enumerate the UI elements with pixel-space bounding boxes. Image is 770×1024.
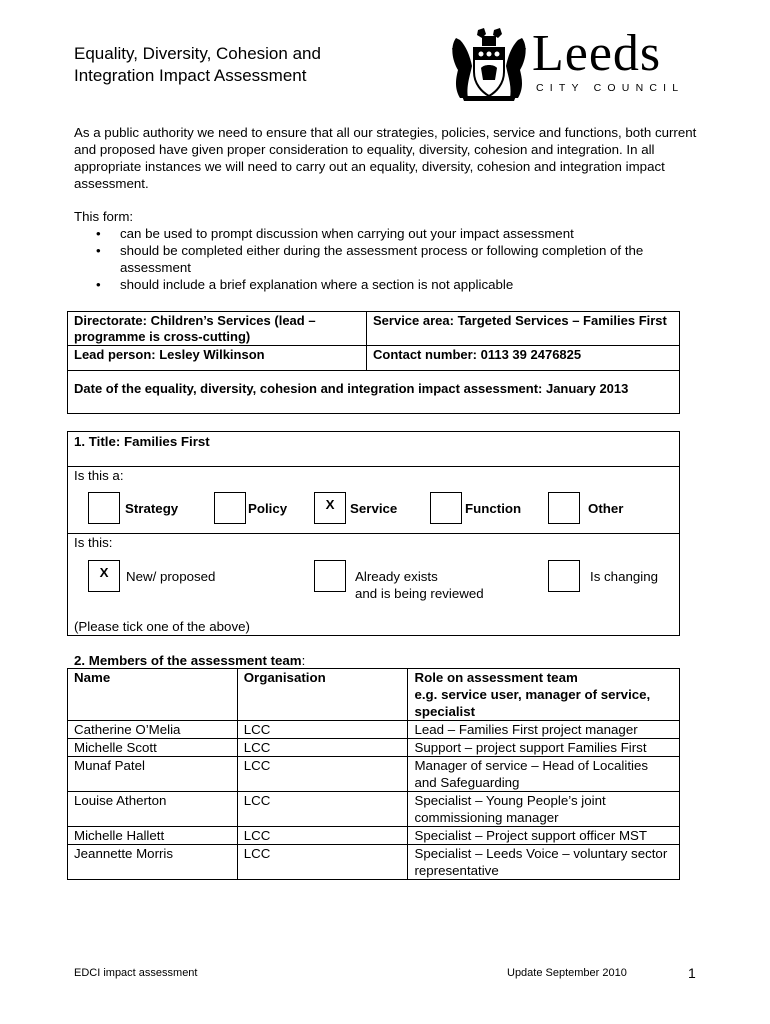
is-changing-checkbox[interactable] [548,560,580,592]
table-row [68,721,680,739]
title-line-2: Integration Impact Assessment [74,66,307,85]
table-row [68,827,680,845]
footer-update-date: Update September 2010 [507,967,627,979]
assessment-info-table [67,311,680,414]
member-organisation: LCC [237,845,408,880]
footer-document-name: EDCI impact assessment [74,967,198,979]
other-checkbox[interactable] [548,492,580,524]
is-changing-label: Is changing [590,569,659,584]
is-this-a-label: Is this a: [74,468,124,483]
page-title [74,43,434,87]
service-area-cell: Service area: Targeted Services – Families First [373,313,667,328]
member-name: Louise Atherton [68,792,238,827]
strategy-checkbox[interactable] [88,492,120,524]
section-divider [68,466,679,467]
table-row [68,757,680,792]
title-line-1: Equality, Diversity, Cohesion and [74,44,321,63]
leeds-city-council-logo [448,26,698,102]
bullet-item: • can be used to prompt discussion when carrying out your impact assessment [96,225,706,242]
is-this-label: Is this: [74,535,113,550]
directorate-cell: Directorate: Children’s Services (lead – programme is cross-cutting) [74,313,316,344]
table-divider [68,370,679,371]
logo-subtitle: CITY COUNCIL [536,82,685,94]
role-header-line-1: Role on assessment team [414,670,578,685]
member-organisation: LCC [237,721,408,739]
member-organisation: LCC [237,792,408,827]
bullet-item: • should be completed either during the assessment process or following completion of the assessment [96,242,706,276]
section-2-title [74,652,305,669]
policy-label: Policy [248,501,288,516]
already-exists-label [355,568,484,602]
coat-of-arms-icon [448,26,530,102]
logo-wordmark: Leeds [532,25,662,82]
new-proposed-label: New/ proposed [126,569,216,584]
member-role: Specialist – Project support officer MST [408,827,680,845]
member-role: Specialist – Leeds Voice – voluntary sector representative [408,845,680,880]
assessment-team-table [67,668,680,880]
lead-person-cell: Lead person: Lesley Wilkinson [74,347,265,362]
member-name: Munaf Patel [68,757,238,792]
table-header-row [68,669,680,721]
member-name: Michelle Hallett [68,827,238,845]
usage-bullet-list [96,225,706,293]
section-1-title: 1. Title: Families First [74,434,210,449]
member-organisation: LCC [237,739,408,757]
role-header-line-2: e.g. service user, manager of service, specialist [414,687,651,719]
member-organisation: LCC [237,827,408,845]
already-exists-line-2: and is being reviewed [355,586,484,601]
member-role: Manager of service – Head of Localities and Safeguarding [408,757,680,792]
other-label: Other [588,501,624,516]
table-row [68,845,680,880]
section-2-title-text: 2. Members of the assessment team [74,653,302,668]
member-role: Support – project support Families First [408,739,680,757]
role-column-header [408,669,680,721]
policy-checkbox[interactable] [214,492,246,524]
section-1-title-box [67,431,680,636]
member-name: Catherine O’Melia [68,721,238,739]
function-label: Function [465,501,522,516]
member-name: Michelle Scott [68,739,238,757]
intro-paragraph: As a public authority we need to ensure that all our strategies, policies, service and functions, both current and proposed have given proper consideration to equality, diversity, cohesion and integration. In all appropriate instances we will need to carry out an equality, diversity, cohesion and integration impact assessment. [74,125,697,191]
service-label: Service [350,501,398,516]
strategy-label: Strategy [125,501,179,516]
name-column-header: Name [68,669,238,721]
member-role: Specialist – Young People’s joint commissioning manager [408,792,680,827]
section-2-title-colon: : [301,653,306,668]
contact-number-cell: Contact number: 0113 39 2476825 [373,347,582,362]
tick-instruction: (Please tick one of the above) [74,619,250,634]
function-checkbox[interactable] [430,492,462,524]
organisation-column-header: Organisation [237,669,408,721]
section-divider [68,533,679,534]
already-exists-line-1: Already exists [355,569,438,584]
new-proposed-checkbox[interactable]: X [88,560,120,592]
table-row [68,739,680,757]
table-row [68,792,680,827]
form-label: This form: [74,209,134,224]
service-checkbox[interactable]: X [314,492,346,524]
member-organisation: LCC [237,757,408,792]
member-role: Lead – Families First project manager [408,721,680,739]
bullet-item: • should include a brief explanation where a section is not applicable [96,276,706,293]
page-number: 1 [688,965,696,981]
member-name: Jeannette Morris [68,845,238,880]
already-exists-checkbox[interactable] [314,560,346,592]
assessment-date-cell: Date of the equality, diversity, cohesion and integration impact assessment: January 2013 [74,381,629,396]
